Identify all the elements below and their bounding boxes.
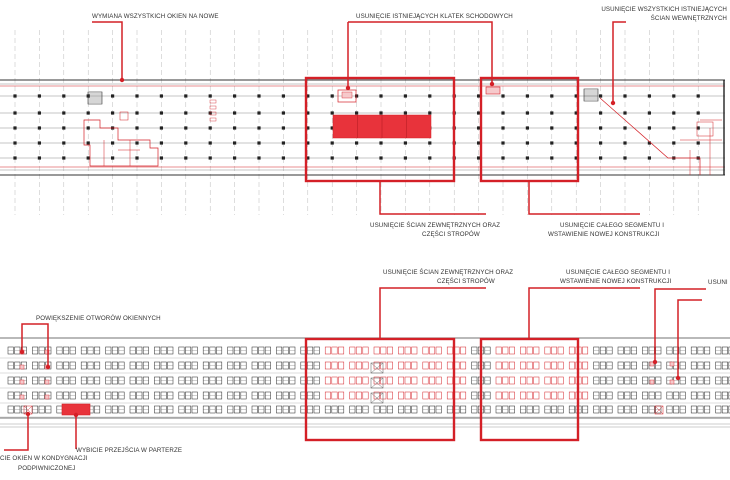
column [648,156,651,159]
window [527,347,532,354]
leader-segment-elev [529,288,640,339]
label-stairs-removal: USUNIĘCIE ISTNIEJĄCYCH KLATEK SCHODOWYCH [356,13,513,20]
label-segment-elev-1: USUNIĘCIE CAŁEGO SEGMENTU I [566,269,671,276]
column [672,94,675,97]
column [331,94,334,97]
column [501,156,504,159]
column [233,94,236,97]
window [412,377,417,384]
column [209,141,212,144]
window [496,392,501,399]
window [412,362,417,369]
column [282,126,285,129]
column [184,94,187,97]
window [558,362,563,369]
column [599,141,602,144]
window [356,362,361,369]
window [534,362,539,369]
column [13,126,16,129]
column [599,126,602,129]
column [623,141,626,144]
label-inner-walls-removal-1: USUNIĘCIE WSZYSTKICH ISTNIEJĄCYCH [601,6,727,13]
column [233,111,236,114]
column [87,156,90,159]
window [436,347,441,354]
label-segment-plan-2: WSTAWIENIE NOWEJ KONSTRUKCJI [548,231,660,238]
column [160,94,163,97]
leader-outer-walls-plan [380,181,486,214]
column [13,111,16,114]
window [350,362,355,369]
stair-removed-fill [342,92,352,98]
leader-dot [611,101,615,105]
label-basement-windows-2: PODPIWNICZONEJ [18,465,76,472]
column [623,94,626,97]
column [209,94,212,97]
column [111,141,114,144]
window [423,392,428,399]
window [381,347,386,354]
window [429,392,434,399]
window [447,392,452,399]
window [503,377,508,384]
column [599,111,602,114]
window [363,347,368,354]
window [398,362,403,369]
column [550,156,553,159]
column [13,94,16,97]
leader-window-enlarge-2 [36,324,48,367]
window [423,362,428,369]
column [379,111,382,114]
window [429,362,434,369]
window [460,377,465,384]
left-interior-walls [104,140,140,166]
window [545,392,550,399]
window [325,377,330,384]
window [460,362,465,369]
removed-panel-cross [371,363,383,373]
window [509,377,514,384]
window [423,347,428,354]
window [509,392,514,399]
column [428,141,431,144]
column [697,141,700,144]
window [412,347,417,354]
enlarged-opening [670,380,674,384]
removed-panel-cross [371,378,383,388]
column [111,111,114,114]
column [135,94,138,97]
column [111,94,114,97]
enlarged-opening [20,395,24,399]
label-ground-passage: WYBICIE PRZEJŚCIA W PARTERZE [76,447,183,454]
column [477,156,480,159]
leader-dot [653,360,657,364]
enlarged-opening [670,362,674,366]
leader-dot [346,86,350,90]
window [569,362,574,369]
leader-dot [46,365,50,369]
column [526,126,529,129]
label-basement-windows-1: CIE OKIEN W KONDYGNACJI [0,455,88,462]
window [325,362,330,369]
window [429,377,434,384]
column [404,111,407,114]
window [423,377,428,384]
window [551,362,556,369]
window [356,392,361,399]
window [551,347,556,354]
column [672,111,675,114]
window [569,377,574,384]
column [623,111,626,114]
column [501,141,504,144]
window [447,377,452,384]
column [209,156,212,159]
column [501,111,504,114]
left-sanitary [210,106,216,109]
column [599,94,602,97]
window [520,392,525,399]
window [496,362,501,369]
column [87,141,90,144]
column [599,156,602,159]
label-outer-walls-elev-1: USUNIĘCIE ŚCIAN ZEWNĘTRZNYCH ORAZ [383,269,514,276]
column [501,94,504,97]
leader-windows [92,22,122,80]
window [545,347,550,354]
window [503,362,508,369]
column [428,156,431,159]
window [503,347,508,354]
column [355,141,358,144]
column [38,111,41,114]
column [135,141,138,144]
column [623,156,626,159]
window [387,362,392,369]
window [350,392,355,399]
enlarged-opening [45,395,49,399]
column [184,141,187,144]
column [501,126,504,129]
column [257,126,260,129]
leader-dot [120,78,124,82]
window [398,377,403,384]
column [62,156,65,159]
window [582,377,587,384]
window [551,392,556,399]
leader-outer-walls-elev [380,288,486,339]
leader-basement-windows [4,414,28,450]
column [526,94,529,97]
window [387,377,392,384]
column [13,141,16,144]
column [331,111,334,114]
window [534,377,539,384]
window [332,392,337,399]
column [135,126,138,129]
column [257,156,260,159]
window [363,377,368,384]
column [379,141,382,144]
window [534,392,539,399]
floor-plan [0,30,725,215]
column [477,126,480,129]
window [460,392,465,399]
label-windows-replacement: WYMIANA WSZYSTKICH OKIEN NA NOWE [92,13,219,20]
window [350,377,355,384]
column [648,126,651,129]
window [338,377,343,384]
window [338,347,343,354]
enlarged-opening [45,380,49,384]
column [550,111,553,114]
window [509,362,514,369]
column [355,156,358,159]
window [398,392,403,399]
window [374,347,379,354]
window [350,347,355,354]
window [363,392,368,399]
enlarged-opening [20,365,24,369]
window [405,377,410,384]
window [558,392,563,399]
window [447,347,452,354]
column [477,111,480,114]
label-inner-walls-removal-2: ŚCIAN WEWNĘTRZNYCH [650,15,727,22]
column [379,156,382,159]
building-elevation [0,338,730,427]
window [558,347,563,354]
window [332,377,337,384]
column [38,141,41,144]
window [338,392,343,399]
window [356,377,361,384]
right-interior-walls [600,98,700,175]
column [184,111,187,114]
window [405,362,410,369]
column [355,94,358,97]
window [325,392,330,399]
column [697,94,700,97]
window [545,362,550,369]
column [111,156,114,159]
column [160,111,163,114]
window [545,377,550,384]
column [282,94,285,97]
label-window-enlarge: POWIĘKSZENIE OTWORÓW OKIENNYCH [36,315,161,322]
leader-dot [676,376,680,380]
column [404,141,407,144]
column [184,156,187,159]
column [38,94,41,97]
column [233,126,236,129]
window [527,392,532,399]
label-outer-walls-plan-2: CZĘŚCI STROPÓW [422,231,480,238]
column [233,156,236,159]
column [404,94,407,97]
window [569,347,574,354]
column [404,156,407,159]
column [135,111,138,114]
window [436,392,441,399]
column [62,111,65,114]
column [623,126,626,129]
window [325,347,330,354]
window [520,347,525,354]
window [558,377,563,384]
column [282,141,285,144]
leader-dot [20,350,24,354]
column [87,111,90,114]
window [356,347,361,354]
window [338,362,343,369]
column [38,156,41,159]
column [160,126,163,129]
column [355,111,358,114]
column [184,126,187,129]
label-removal-cut: USUNI [708,279,728,286]
leader-stairs-b [348,22,492,84]
leader-segment-plan [529,181,640,214]
left-sanitary [210,100,216,103]
column [209,126,212,129]
column [648,94,651,97]
window [527,377,532,384]
column [13,156,16,159]
column [282,156,285,159]
window [582,347,587,354]
window [332,362,337,369]
column [135,156,138,159]
column [550,126,553,129]
window [412,392,417,399]
column [550,141,553,144]
column [87,126,90,129]
leader-removal-cut-2 [678,300,702,378]
leader-inner-walls [613,22,626,103]
leader-dot [74,413,78,417]
column [526,141,529,144]
window [429,347,434,354]
window [405,392,410,399]
column [160,141,163,144]
column [648,111,651,114]
column [62,141,65,144]
window [436,362,441,369]
window [509,347,514,354]
column [379,94,382,97]
label-outer-walls-plan-1: USUNIĘCIE ŚCIAN ZEWNĘTRZNYCH ORAZ [370,222,501,229]
column [160,156,163,159]
window [582,362,587,369]
stair-removed-2 [486,87,500,94]
window [496,347,501,354]
column [477,141,480,144]
column [257,94,260,97]
label-segment-elev-2: WSTAWIENIE NOWEJ KONSTRUKCJI [560,278,672,285]
column [526,156,529,159]
column [331,141,334,144]
window [405,347,410,354]
window [551,377,556,384]
column [233,141,236,144]
label-outer-walls-elev-2: CZĘŚCI STROPÓW [437,278,495,285]
column [257,141,260,144]
enlarged-opening [650,380,654,384]
column [428,111,431,114]
column [38,126,41,129]
column [550,94,553,97]
column [257,111,260,114]
label-segment-plan-1: USUNIĘCIE CAŁEGO SEGMENTU I [560,222,665,229]
window [569,392,574,399]
window [527,362,532,369]
window [503,392,508,399]
window [387,347,392,354]
window [398,347,403,354]
window [520,377,525,384]
window [496,377,501,384]
leader-dot [490,82,494,86]
window [520,362,525,369]
window [534,347,539,354]
leader-dot [26,412,30,416]
window [582,392,587,399]
column [428,94,431,97]
column [672,141,675,144]
column [697,111,700,114]
enlarged-opening [20,380,24,384]
left-sanitary [210,118,216,121]
column [282,111,285,114]
window [460,347,465,354]
window [447,362,452,369]
column [62,126,65,129]
column [526,111,529,114]
column [331,156,334,159]
column [672,126,675,129]
removed-panel-cross [371,393,383,403]
window [363,362,368,369]
window [332,347,337,354]
column [62,94,65,97]
column [477,94,480,97]
window [436,377,441,384]
window [387,392,392,399]
